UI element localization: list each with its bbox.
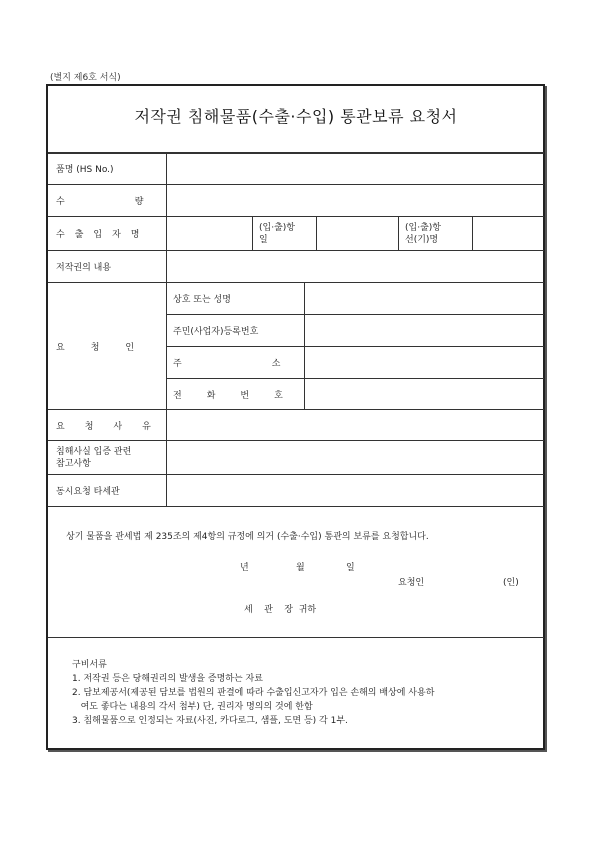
reason-label: 요청사유 bbox=[56, 421, 171, 432]
seal-label: (인) bbox=[503, 578, 519, 588]
date-year-label: 년 bbox=[240, 563, 249, 573]
phone-label: 전화번호 bbox=[173, 390, 308, 401]
port-date-label: (입·출)항 일 bbox=[259, 222, 295, 245]
exporter-importer-field[interactable] bbox=[167, 217, 252, 250]
form-title: 저작권 침해물품(수출·수입) 통관보류 요청서 bbox=[134, 107, 458, 126]
divider bbox=[48, 506, 544, 507]
divider bbox=[48, 637, 544, 638]
address-label: 주소 bbox=[173, 359, 371, 369]
company-name-label: 상호 또는 성명 bbox=[173, 295, 231, 305]
form-number-label: (별지 제6호 서식) bbox=[50, 73, 121, 83]
vessel-name-field[interactable] bbox=[473, 217, 543, 250]
copyright-content-field[interactable] bbox=[167, 251, 543, 282]
request-statement: 상기 물품을 관세법 제 235조의 제4항의 규정에 의거 (수출·수입) 통관의 보류를 요청합니다. bbox=[66, 532, 429, 542]
resident-number-label: 주민(사업자)등록번호 bbox=[173, 327, 259, 337]
exporter-importer-label: 수출입자명 bbox=[56, 230, 150, 240]
document-item: 3. 침해물품으로 인정되는 자료(사진, 카다로그, 샘플, 도면 등) 각 1부. bbox=[72, 716, 348, 726]
evidence-label: 침해사실 입증 관련 참고사항 bbox=[56, 446, 132, 469]
requester-label: 요청인 bbox=[56, 342, 161, 353]
vessel-name-label: (입·출)항 선(기)명 bbox=[405, 222, 441, 245]
item-name-label: 품명 (HS No.) bbox=[56, 165, 114, 175]
phone-field[interactable] bbox=[305, 379, 543, 409]
reason-field[interactable] bbox=[167, 410, 543, 440]
address-field[interactable] bbox=[305, 347, 543, 378]
item-name-field[interactable] bbox=[167, 153, 543, 184]
resident-number-field[interactable] bbox=[305, 315, 543, 346]
evidence-field[interactable] bbox=[167, 441, 543, 474]
date-month-label: 월 bbox=[296, 563, 305, 573]
company-name-field[interactable] bbox=[305, 283, 543, 314]
port-date-field[interactable] bbox=[317, 217, 398, 250]
document-item: 1. 저작권 등은 당해권리의 발생을 증명하는 자료 bbox=[72, 674, 263, 684]
document-item: 2. 담보제공서(제공된 담보를 법원의 판결에 따라 수출입신고자가 입은 손해의 배상에 사용하 여도 좋다는 내용의 각서 첨부) 단, 권리자 명의의 것에 한함 bbox=[72, 688, 435, 712]
documents-heading: 구비서류 bbox=[72, 660, 107, 670]
quantity-label bbox=[50, 185, 214, 216]
requester-signature-label: 요청인 bbox=[398, 578, 425, 588]
quantity-label-text: 수량 bbox=[56, 197, 214, 207]
quantity-field[interactable] bbox=[167, 185, 543, 216]
copyright-content-label: 저작권의 내용 bbox=[56, 263, 112, 273]
simultaneous-request-field[interactable] bbox=[167, 475, 543, 506]
simultaneous-request-label: 동시요청 타세관 bbox=[56, 487, 120, 497]
addressee-label: 세 관 장 귀하 bbox=[244, 605, 317, 615]
date-day-label: 일 bbox=[346, 563, 355, 573]
